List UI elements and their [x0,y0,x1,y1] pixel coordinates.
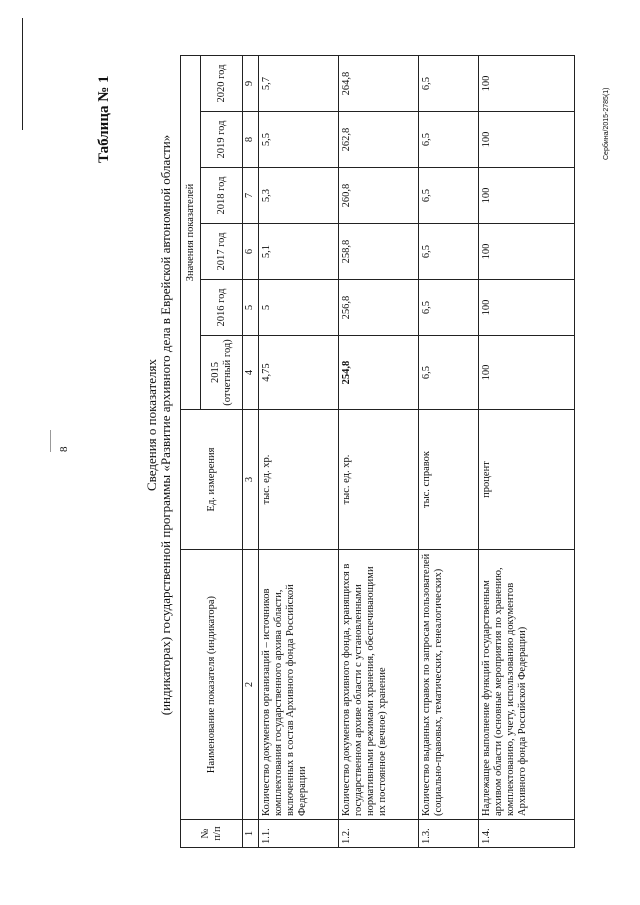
header-num: № п/п [181,820,243,848]
indicators-table [180,55,575,848]
column-number: 4 [243,336,259,410]
row-value: 254,8 [339,336,419,410]
row-num: 1.3. [419,820,479,848]
row-value: 5,1 [259,224,339,280]
row-unit: тыс. ед. хр. [339,410,419,550]
row-num: 1.4. [479,820,575,848]
row-value: 258,8 [339,224,419,280]
column-number: 2 [243,550,259,820]
file-stamp: Сербина/2015-2785(1) [603,87,610,160]
row-value: 6,5 [419,56,479,112]
row-value: 6,5 [419,280,479,336]
row-value: 5 [259,280,339,336]
row-unit: тыс. ед. хр. [259,410,339,550]
header-name: Наименование показателя (индикатора) [181,550,243,820]
page-number: 8 [58,446,70,452]
title-line-1: Сведения о показателях [144,359,159,491]
table-row [259,56,339,848]
header-unit: Ед. измерения [181,410,243,550]
header-values-group: Значения показателей [181,56,201,410]
row-value: 5,5 [259,112,339,168]
column-number: 5 [243,280,259,336]
row-value: 100 [479,336,575,410]
row-num: 1.2. [339,820,419,848]
row-num: 1.1. [259,820,339,848]
document-title [145,35,173,815]
header-year-2020: 2020 год [201,56,243,112]
table-row [419,56,479,848]
row-value: 5,3 [259,168,339,224]
column-number: 6 [243,224,259,280]
row-value: 100 [479,168,575,224]
row-name: Надлежащее выполнение функций государственным архивом области (основные мероприятия по хранению, комплектованию, учету, использованию документов Архивного фонда Российской Федерации) [479,550,575,820]
table-label: Таблица № 1 [96,75,112,163]
header-year-2018: 2018 год [201,168,243,224]
column-number: 3 [243,410,259,550]
column-number: 1 [243,820,259,848]
row-name: Количество выданных справок по запросам пользователей (социально-правовых, тематических, генеалогических) [419,550,479,820]
row-value: 100 [479,224,575,280]
column-number: 7 [243,168,259,224]
row-value: 6,5 [419,168,479,224]
row-value: 100 [479,112,575,168]
row-value: 4,75 [259,336,339,410]
table-row [339,56,419,848]
row-value: 100 [479,280,575,336]
row-value: 5,7 [259,56,339,112]
column-number-row [243,56,259,848]
row-value: 256,8 [339,280,419,336]
table-row [479,56,575,848]
row-value: 264,8 [339,56,419,112]
row-value: 100 [479,56,575,112]
title-line-2: (индикаторах) государственной программы «Развитие архивного дела в Еврейской автономной области» [158,134,173,716]
row-value: 6,5 [419,112,479,168]
column-number: 8 [243,112,259,168]
row-unit: процент [479,410,575,550]
row-name: Количество документов архивного фонда, хранящихся в государственном архиве области с установленными нормативными режимами хранения, обеспечивающими их постоянное (вечное) хранение [339,550,419,820]
column-number: 9 [243,56,259,112]
row-name: Количество документов организаций – источников комплектования государственного архива области, включенных в состав Архивного фонда Российской Федерации [259,550,339,820]
row-value: 262,8 [339,112,419,168]
row-value: 260,8 [339,168,419,224]
header-year-2019: 2019 год [201,112,243,168]
header-year-2015: 2015 (отчетный год) [201,336,243,410]
row-value: 6,5 [419,224,479,280]
header-year-2017: 2017 год [201,224,243,280]
row-unit: тыс. справок [419,410,479,550]
header-year-2016: 2016 год [201,280,243,336]
row-value: 6,5 [419,336,479,410]
